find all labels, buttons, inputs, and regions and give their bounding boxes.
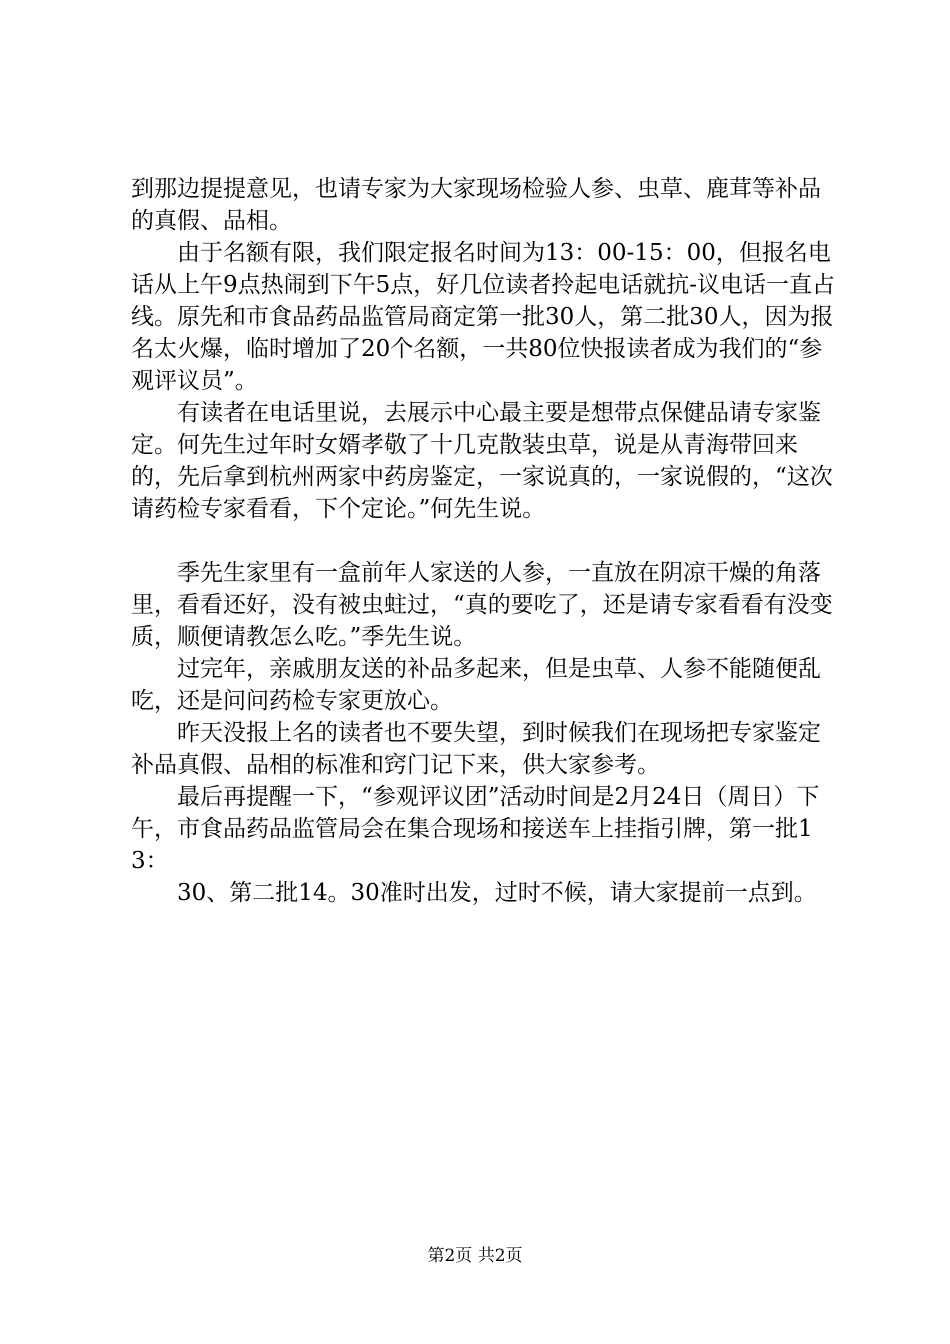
- body-text: [131, 173, 837, 909]
- paragraph-8: 30、第二批14。30准时出发，过时不候，请大家提前一点到。: [177, 880, 817, 906]
- paragraph-3: 有读者在电话里说，去展示中心最主要是想带点保健品请专家鉴定。何先生过年时女婿孝敬了十几克散装虫草，说是从青海带回来的，先后拿到杭州两家中药房鉴定，一家说真的，一家说假的，“这次请药检专家看看，下个定论。”何先生说。: [131, 400, 833, 522]
- page-footer: 第2页 共2页: [427, 1246, 523, 1266]
- paragraph-4: 季先生家里有一盒前年人家送的人参，一直放在阴凉干燥的角落里，看看还好，没有被虫蛀过，“真的要吃了，还是请专家看看有没变质，顺便请教怎么吃。”季先生说。: [131, 560, 833, 650]
- paragraph-5: 过完年，亲戚朋友送的补品多起来，但是虫草、人参不能随便乱吃，还是问问药检专家更放心。: [131, 656, 821, 714]
- paragraph-2: 由于名额有限，我们限定报名时间为13：00-15：00，但报名电话从上午9点热闹到下午5点，好几位读者拎起电话就抗-议电话一直占线。原先和市食品药品监管局商定第一批30人，第二批30人，因为报名太火爆，临时增加了20个名额，一共80位快报读者成为我们的“参观评议员”。: [131, 240, 836, 394]
- paragraph-7: 最后再提醒一下，“参观评议团”活动时间是2月24日（周日）下午，市食品药品监管局会在集合现场和接送车上挂指引牌，第一批13：: [131, 784, 820, 874]
- paragraph-6: 昨天没报上名的读者也不要失望，到时候我们在现场把专家鉴定补品真假、品相的标准和窍门记下来，供大家参考。: [131, 720, 821, 778]
- paragraph-1: 到那边提提意见，也请专家为大家现场检验人参、虫草、鹿茸等补品的真假、品相。: [131, 176, 821, 234]
